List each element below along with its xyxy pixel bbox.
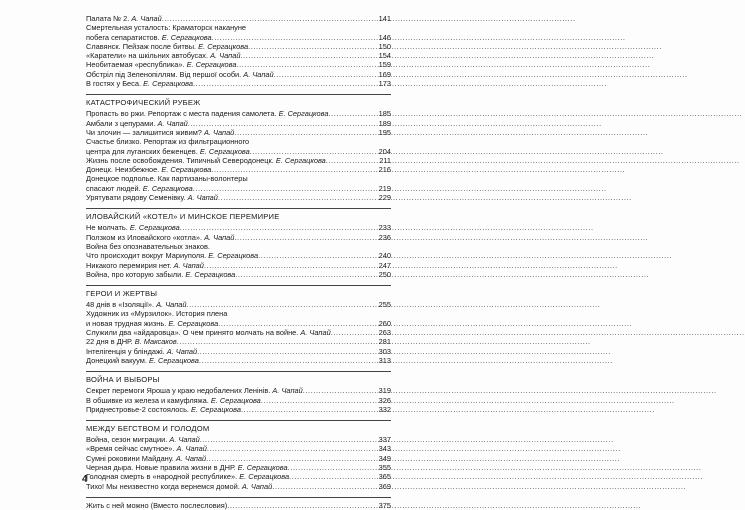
toc-entry-page: 240 [378,251,391,261]
toc-entry[interactable] [86,435,391,444]
toc-entry-title: Урятувати рядову Семенівку. [86,193,186,203]
toc-entry-title: Обстріл під Зеленопіллям. Від першої особи. [86,69,242,79]
dot-leader [248,42,378,51]
toc-entry-page: 343 [378,444,391,454]
toc-entry[interactable] [86,242,391,251]
section-title[interactable]: ИЛОВАЙСКИЙ «КОТЕЛ» И МИНСКОЕ ПЕРЕМИРИЕ [86,212,280,222]
toc-entry-title: Голодная смерть в «народной республике». [86,472,238,482]
toc-entry-author: А. Чапай [157,118,188,128]
dot-leader [234,233,377,242]
toc-entry[interactable] [86,79,391,88]
toc-entry[interactable] [86,347,391,356]
toc-entry[interactable] [86,60,391,69]
toc-section [86,208,391,279]
dot-leader [218,319,377,328]
dot-leader [303,386,378,395]
dot-leader [227,501,377,510]
toc-entry[interactable] [86,251,391,260]
toc-entry-author: Е. Сергацкова [161,32,212,42]
toc-entry-page: 281 [378,337,391,347]
dot-leader [258,251,378,260]
toc-entry-title: В обшивке из железа и камуфляжа. [86,395,209,405]
toc-entry-page: 195 [378,127,391,137]
toc-entry-page: 263 [378,328,391,338]
dot-leader [193,79,378,88]
toc-entry-page: 247 [378,260,391,270]
section-title[interactable]: КАТАСТРОФИЧЕСКИЙ РУБЕЖ [86,98,201,108]
toc-entry-author: Е. Сергацкова [208,251,259,261]
toc-section [86,94,391,202]
dot-leader [236,60,377,69]
toc-entry-title-first-line: Художник из «Мурзилок». История плена [86,309,228,319]
toc-entry-title: Что происходит вокруг Мариуполя. [86,251,207,261]
toc-entry-title: Чи злочин — залишитися живим? [86,127,202,137]
dot-leader [211,165,377,174]
dot-leader [180,223,378,232]
afterword-section [86,497,391,510]
toc-entry-page: 173 [378,79,391,89]
toc-entry-author: А. Чапай [210,51,241,61]
toc-entry[interactable] [86,137,391,156]
toc-entry-title: центра для луганских беженцев. [86,146,198,156]
toc-entry-author: А. Чапай [169,435,200,445]
toc-entry[interactable] [86,454,391,463]
dot-leader [272,482,377,491]
toc-entry-title: Ползком из Иловайского «котла». [86,232,202,242]
toc-entry-author: Е. Сергацкова [148,355,199,365]
toc-entry-page: 185 [378,109,391,119]
toc-entry-page: 319 [378,386,391,396]
toc-entry-author: А. Чапай [241,481,273,491]
toc-entry-page: 349 [378,453,391,463]
toc-entry-title: В гостях у Беса. [86,79,142,89]
dot-leader [241,405,378,414]
toc-entry-author: А. Чапай [243,69,274,79]
toc-entry[interactable] [86,261,391,270]
toc-entry-page: 260 [378,318,391,328]
dot-leader [331,328,378,337]
toc-entry-author: А. Чапай [272,386,303,396]
toc-entry-title: Война, про которую забыли. [86,269,184,279]
toc-entry-page: 159 [378,60,391,70]
dot-leader [288,463,378,472]
toc-entry[interactable] [86,463,391,472]
toc-entry[interactable] [86,501,391,510]
toc-entry-author: Е. Сергацкова [237,462,288,472]
dot-leader [207,444,378,453]
dot-leader [261,396,378,405]
toc-entry-author: А. Чапай [187,193,218,203]
toc-entry-page: 236 [378,232,391,242]
dot-leader [199,356,378,365]
dot-leader [186,300,377,309]
toc-entry-page: 146 [378,32,391,42]
toc-entry-title: Жить с ней можно (Вместо послесловия) [86,500,228,510]
toc-entry[interactable] [86,70,391,79]
toc-entry-page: 332 [378,404,391,414]
toc-entry-author: Е. Сергацкова [161,165,212,175]
dot-leader [206,454,378,463]
toc-entry[interactable] [86,309,391,328]
toc-entry-author: А. Чапай [176,444,207,454]
toc-entry-title: Тихо! Мы неизвестно когда вернемся домой. [86,481,240,491]
toc-entry[interactable] [86,109,391,118]
toc-entry-author: А. Чапай [300,328,331,338]
dot-leader [177,337,378,346]
section-title[interactable]: МЕЖДУ БЕГСТВОМ И ГОЛОДОМ [86,424,210,434]
dot-leader [328,109,377,118]
toc-entry-title: Донецк. Неизбежное. [86,165,160,175]
toc-entry[interactable] [86,300,391,309]
dot-leader [235,270,377,279]
toc-entry-title: Служили два «айдаровца». О чем принято молчать на войне. [86,328,299,338]
toc-entry[interactable] [86,51,391,60]
toc-entry-title: Приднестровье-2 состоялось. [86,404,189,414]
toc-entry-author: Е. Сергацкова [191,404,241,414]
dot-leader [234,128,377,137]
toc-entry[interactable] [86,405,391,414]
dot-leader [240,51,377,60]
toc-entry-title: Жизнь после освобождения. Типичный Северодонецк. [86,155,274,165]
toc-entry-page: 150 [378,41,391,51]
toc-entry-page: 313 [378,355,391,365]
toc-entry-page: 337 [378,435,391,445]
toc-entry[interactable] [86,233,391,242]
dot-leader [289,472,378,481]
toc-entry-page: 204 [378,146,391,156]
dot-leader [250,147,378,156]
toc-entry-page: 233 [378,223,391,233]
dot-leader [162,14,378,23]
toc-entry-page: 250 [378,269,391,279]
toc-entry-page: 219 [378,183,391,193]
toc-entry[interactable] [86,119,391,128]
toc-entry-title: 48 днів в «Ізоляції». [86,300,155,310]
toc-entry-page: 141 [378,14,391,23]
toc-entry-author: Е. Сергацкова [143,79,193,89]
toc-entry-author: А. Чапай [156,300,187,310]
dot-leader [188,119,378,128]
toc-entry[interactable] [86,328,391,337]
section-title[interactable]: ГЕРОИ И ЖЕРТВЫ [86,289,158,299]
toc-entry[interactable] [86,42,391,51]
toc-entry[interactable] [86,270,391,279]
toc-entry-title: побега сепаратистов. [86,32,160,42]
toc-entry-title: и новая трудная жизнь. [86,318,167,328]
toc-entry-title: Война без опознавательных знаков. [86,241,210,251]
toc-entry[interactable] [86,165,391,174]
toc-entry-title: Інтелігенція у бліндажі. [86,346,165,356]
toc-section [86,285,391,365]
toc-entry[interactable] [86,444,391,453]
toc-entry-title: 22 дня в ДНР. [86,337,133,347]
toc-entry[interactable] [86,337,391,346]
toc-entry-author: Е. Сергацкова [239,472,290,482]
toc-section [86,420,391,491]
toc-entry-page: 189 [378,118,391,128]
toc-entry-title: Донецкий вакуум. [86,355,147,365]
toc-entry-title: «Время сейчас смутное». [86,444,175,454]
toc-entry-author: Е. Сергацкова [210,395,261,405]
toc-entry[interactable] [86,193,391,202]
toc-entry-page: 229 [378,193,391,203]
toc-entry-title: «Каратели» на шкільних автобусах. [86,51,209,61]
toc-entry-page: 355 [378,462,391,472]
toc-entry-author: Е. Сергацкова [278,109,329,119]
toc-entry-page: 169 [378,69,391,79]
toc-section [86,371,391,414]
dot-leader [212,33,378,42]
toc-entry-page: 375 [378,500,391,510]
toc-entry-title: Пропасть во ржи. Репортаж с места падения самолета. [86,109,277,119]
toc-entry-author: А. Чапай [204,232,235,242]
dot-leader [204,261,378,270]
toc-entry[interactable] [86,223,391,232]
toc-entry[interactable] [86,14,391,23]
page-number: 4 [82,474,88,485]
toc-entry-title: Не молчать. [86,223,128,233]
dot-leader [197,347,378,356]
dot-leader [218,193,378,202]
toc-entry-author: А. Чапай [175,453,207,463]
toc-entry-page: 369 [378,481,391,491]
toc-entry-author: Е. Сергацкова [186,60,237,70]
table-of-contents [86,14,391,510]
toc-entry-page: 211 [379,155,391,165]
toc-entry-title: Необитаемая «республика». [86,60,185,70]
section-title[interactable]: ВОЙНА И ВЫБОРЫ [86,375,160,385]
toc-entry-author: А. Чапай [131,14,162,23]
dot-leader [274,70,378,79]
toc-entry-author: Е. Сергацкова [198,41,249,51]
toc-entry-author: А. Чапай [203,127,235,137]
toc-entry[interactable] [86,482,391,491]
toc-entry[interactable] [86,356,391,365]
toc-entry[interactable] [86,396,391,405]
toc-entry-title: Секрет перемоги Яроша у краю недобалених Ленінів. [86,386,271,396]
toc-entry-author: Е. Сергацкова [142,183,193,193]
toc-entry[interactable] [86,23,391,42]
toc-entry[interactable] [86,128,391,137]
toc-entry-title: Война, сезон миграции. [86,435,168,445]
toc-entry-author: Е. Сергацкова [275,155,326,165]
toc-entry[interactable] [86,156,391,165]
toc-entry-author: В. Максаков [134,337,177,347]
toc-entry-title: Никакого перемирия нет. [86,260,172,270]
toc-entry-title: Черная дыра. Новые правила жизни в ДНР. [86,462,236,472]
toc-entry-page: 154 [378,51,391,61]
toc-entry[interactable] [86,472,391,481]
toc-entry-author: А. Чапай [173,260,204,270]
toc-entry-title-first-line: Смертельная усталость: Краматорск накануне [86,23,247,33]
toc-entry-page: 365 [378,472,391,482]
toc-entry[interactable] [86,174,391,193]
toc-entry-page: 303 [378,346,391,356]
toc-entry-author: Е. Сергацкова [129,223,180,233]
toc-entry-page: 255 [378,300,391,310]
toc-entry-title: Палата № 2. [86,14,130,23]
toc-entry-page: 216 [378,165,391,175]
dot-leader [326,156,378,165]
toc-entry-title: спасают людей. [86,183,141,193]
toc-entry-title-first-line: Счастье близко. Репортаж из фильтрационного [86,137,250,147]
toc-entry-author: А. Чапай [166,346,198,356]
dot-leader [200,435,378,444]
toc-entry-title: Славянск. Пейзаж после битвы. [86,41,197,51]
toc-entry[interactable] [86,386,391,395]
toc-entry-author: Е. Сергацкова [199,146,250,156]
toc-entry-author: Е. Сергацкова [185,269,236,279]
toc-entry-author: Е. Сергацкова [168,318,219,328]
dot-leader [193,184,378,193]
toc-entry-title-first-line: Донецкое подполье. Как партизаны-волонтеры [86,174,248,184]
toc-entry-title: Сумні роковини Майдану. [86,453,174,463]
toc-entry-title: Амбали з цепурами. [86,118,156,128]
toc-entry-page: 326 [378,395,391,405]
